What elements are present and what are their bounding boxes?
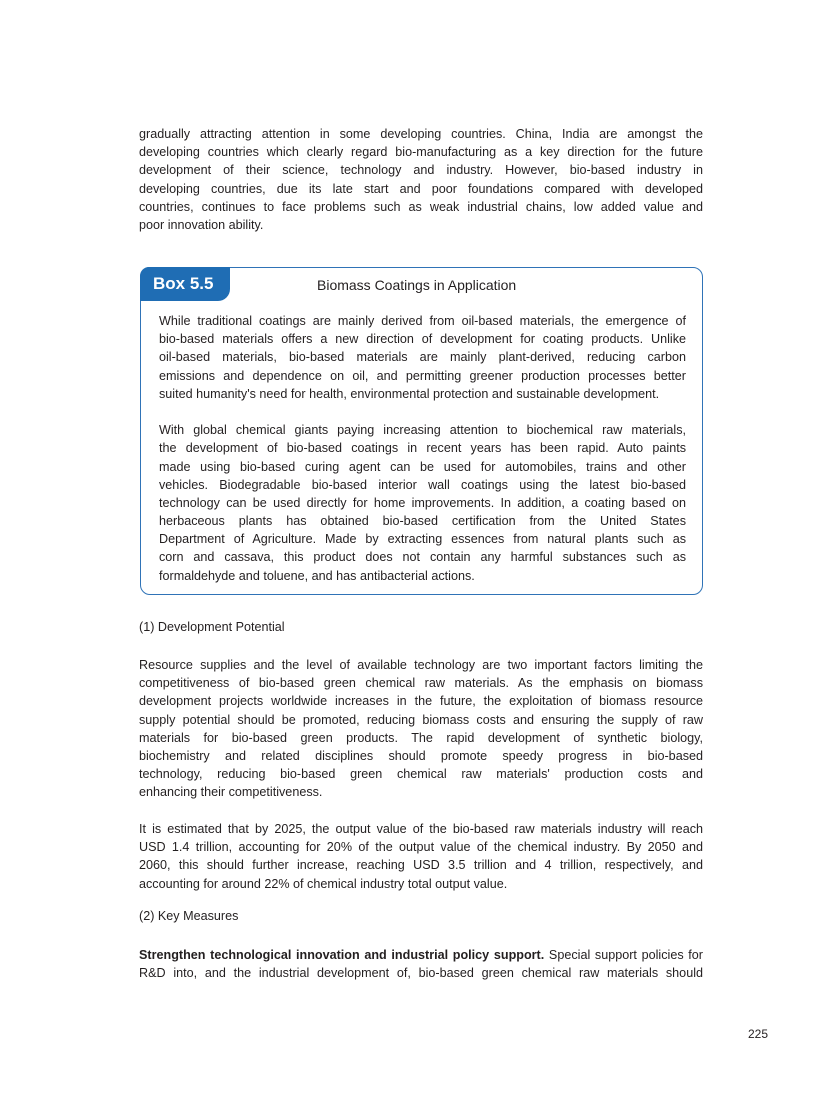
box-5-5	[140, 267, 703, 595]
development-paragraph-2	[139, 820, 703, 893]
text-line: development projects worldwide increases in the future, the exploitation of biomass resource	[139, 694, 703, 709]
page-number: 225	[748, 1027, 769, 1041]
text-line: Resource supplies and the level of available technology are two important factors limiting the	[139, 658, 703, 672]
text-line: development of their science, technology and industry. However, bio-based industry in	[139, 163, 703, 178]
text-line: While traditional coatings are mainly derived from oil-based materials, the emergence of	[159, 314, 686, 328]
box-title: Biomass Coatings in Application	[317, 277, 517, 293]
text-line: the development of bio-based coatings in recent years has been rapid. Auto paints	[159, 441, 686, 456]
text-line: herbaceous plants has obtained bio-based certification from the United States	[159, 514, 686, 529]
intro-paragraph	[139, 125, 703, 234]
text-line: technology can be used directly for home improvements. In addition, a coating based on	[159, 495, 686, 510]
text-line: suited humanity's need for health, environmental protection and sustainable development.	[159, 386, 660, 401]
paragraph-line: R&D into, and the industrial development of, bio-based green chemical raw materials should	[139, 966, 703, 981]
text-line: developing countries which clearly regard bio-manufacturing as a key direction for the future	[139, 145, 703, 160]
paragraph-text: Special support policies for	[544, 948, 703, 962]
text-line: supply potential should be promoted, reducing biomass costs and ensuring the supply of raw	[139, 712, 703, 727]
text-line: With global chemical giants paying increasing attention to biochemical raw materials,	[159, 423, 686, 438]
text-line: biochemistry and related disciplines should promote speedy progress in bio-based	[139, 748, 703, 763]
development-paragraph-1	[139, 656, 703, 802]
text-line: corn and cassava, this product does not contain any harmful substances such as	[159, 550, 686, 565]
text-line: developing countries, due its late start and poor foundations compared with developed	[139, 181, 703, 196]
section-heading-development-potential: (1) Development Potential	[139, 620, 285, 634]
text-line: It is estimated that by 2025, the output value of the bio-based raw materials industry will reach	[139, 822, 703, 836]
text-line: bio-based materials offers a new direction of development for coating products. Unlike	[159, 332, 686, 347]
text-line: gradually attracting attention in some developing countries. China, India are amongst the	[139, 127, 703, 141]
text-line: USD 1.4 trillion, accounting for 20% of the output value of the chemical industry. By 2050 and	[139, 840, 703, 855]
text-line: vehicles. Biodegradable bio-based interior wall coatings using the latest bio-based	[159, 477, 686, 492]
text-line: materials for bio-based green products. The rapid development of synthetic biology,	[139, 730, 703, 745]
text-line: 2060, this should further increase, reaching USD 3.5 trillion and 4 trillion, respectively, and	[139, 858, 703, 873]
text-line: oil-based materials, bio-based materials are mainly plant-derived, reducing carbon	[159, 350, 686, 365]
box-label: Box 5.5	[140, 267, 230, 301]
text-line: made using bio-based curing agent can be used for automobiles, trains and other	[159, 459, 686, 474]
section-heading-key-measures: (2) Key Measures	[139, 909, 239, 923]
text-line: technology, reducing bio-based green chemical raw materials' production costs and	[139, 767, 703, 782]
text-line: countries, continues to face problems such as weak industrial chains, low added value and	[139, 199, 703, 214]
text-line: competitiveness of bio-based green chemical raw materials. As the emphasis on biomass	[139, 676, 703, 691]
text-line: Department of Agriculture. Made by extracting essences from natural plants such as	[159, 532, 686, 547]
lead-sentence: Strengthen technological innovation and industrial policy support.	[139, 948, 545, 962]
text-line: formaldehyde and toluene, and has antibacterial actions.	[159, 568, 475, 583]
text-line: accounting for around 22% of chemical industry total output value.	[139, 876, 508, 891]
text-line: emissions and dependence on oil, and permitting greener production processes better	[159, 368, 686, 383]
text-line: poor innovation ability.	[139, 217, 264, 232]
text-line: enhancing their competitiveness.	[139, 785, 323, 800]
box-text	[159, 312, 686, 585]
key-measures-paragraph	[139, 946, 703, 982]
